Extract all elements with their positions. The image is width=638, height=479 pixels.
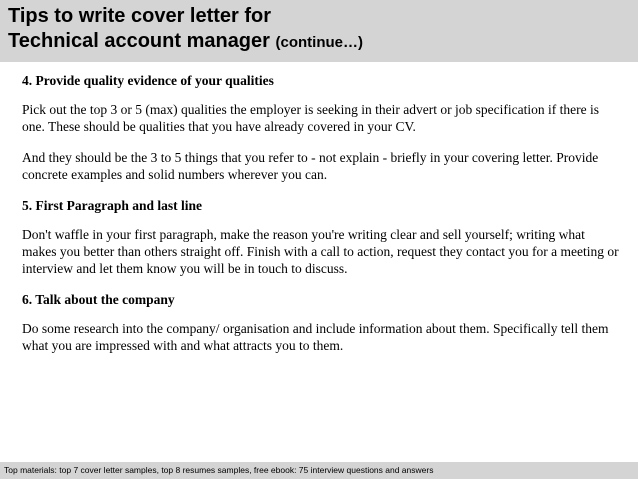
footer-bar: [0, 462, 638, 479]
section-heading-quality: 4. Provide quality evidence of your qualities: [22, 73, 274, 88]
page-title-line-1: Tips to write cover letter for: [8, 5, 272, 27]
title-bar: [0, 0, 638, 62]
page-title-suffix: (continue…): [275, 34, 363, 51]
page-title-main: Technical account manager: [8, 30, 270, 52]
page-title-line-2: [8, 29, 363, 55]
section-paragraph-quality-1: Pick out the top 3 or 5 (max) qualities the employer is seeking in their advert or job specification if there is one. These should be qualities that you have already covered in your CV.: [22, 102, 599, 134]
section-heading-first-paragraph: 5. First Paragraph and last line: [22, 198, 203, 213]
section-paragraph-first-paragraph: Don't waffle in your first paragraph, make the reason you're writing clear and sell yourself; writing what makes you better than others straight off. Finish with a call to action, request they contact you for a meeting or interview and let them know you will be in touch to discuss.: [22, 227, 619, 276]
section-paragraph-quality-2: And they should be the 3 to 5 things that you refer to - not explain - briefly in your covering letter. Provide concrete examples and solid numbers wherever you can.: [22, 150, 599, 182]
footer-text: Top materials: top 7 cover letter samples, top 8 resumes samples, free ebook: 75 interview questions and answers: [4, 465, 434, 475]
section-heading-company: 6. Talk about the company: [22, 292, 175, 307]
section-paragraph-company: Do some research into the company/ organisation and include information about them. Specifically tell them what you are impressed with and what attracts you to them.: [22, 321, 609, 353]
slide-body: [22, 72, 622, 354]
